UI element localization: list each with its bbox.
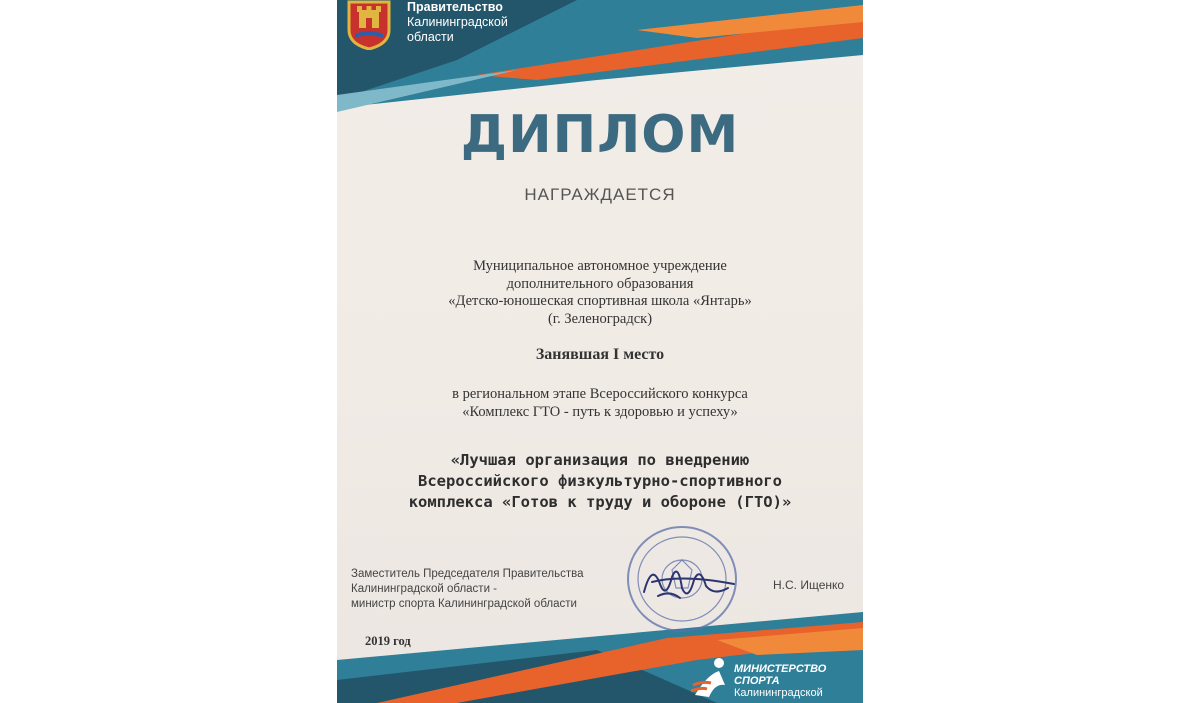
contest-description [337, 386, 863, 421]
signatory-title-line: министр спорта Калининградской области [351, 598, 577, 610]
ministry-name [734, 663, 826, 699]
contest-line: «Комплекс ГТО - путь к здоровью и успеху» [462, 403, 738, 420]
nomination-line: Всероссийского физкультурно-спортивного [418, 472, 782, 490]
government-header [345, 0, 605, 50]
signatory-title-line: Заместитель Председателя Правительства [351, 568, 584, 580]
awarded-label: НАГРАЖДАЕТСЯ [524, 185, 676, 204]
diploma-sheet [337, 0, 863, 703]
official-stamp [622, 522, 742, 637]
org-line: Муниципальное автономное учреждение [473, 258, 727, 274]
gov-line-3: области [407, 30, 454, 44]
contest-line: в региональном этапе Всероссийского конкурса [452, 386, 748, 402]
ministry-line-2: СПОРТА [734, 675, 780, 687]
nomination-line: комплекса «Готов к труду и обороне (ГТО)» [408, 493, 792, 511]
signatory-title-line: Калининградской области - [351, 583, 498, 595]
nomination-line: «Лучшая организация по внедрению [450, 451, 750, 469]
government-name [407, 0, 508, 45]
diploma-year: 2019 год [365, 634, 411, 648]
nomination [337, 450, 863, 513]
ministry-line-3: Калининградской [734, 687, 823, 699]
coat-of-arms-icon [345, 0, 393, 50]
ministry-runner-icon [689, 655, 733, 703]
diploma-title: ДИПЛОМ [460, 105, 740, 165]
org-line: «Детско-юношеская спортивная школа «Янтарь» [448, 293, 752, 309]
gov-line-2: Калининградской [407, 15, 508, 29]
gov-line-1: Правительство [407, 0, 503, 14]
org-line: дополнительного образования [506, 275, 694, 292]
ministry-logo [689, 655, 863, 703]
ministry-line-1: МИНИСТЕРСТВО [734, 663, 827, 675]
organization-name [337, 258, 863, 328]
org-line: (г. Зеленоградск) [547, 310, 653, 327]
place-awarded: Занявшая I место [535, 346, 665, 363]
signatory-title [351, 567, 584, 612]
signatory-name: Н.С. Ищенко [773, 578, 845, 592]
